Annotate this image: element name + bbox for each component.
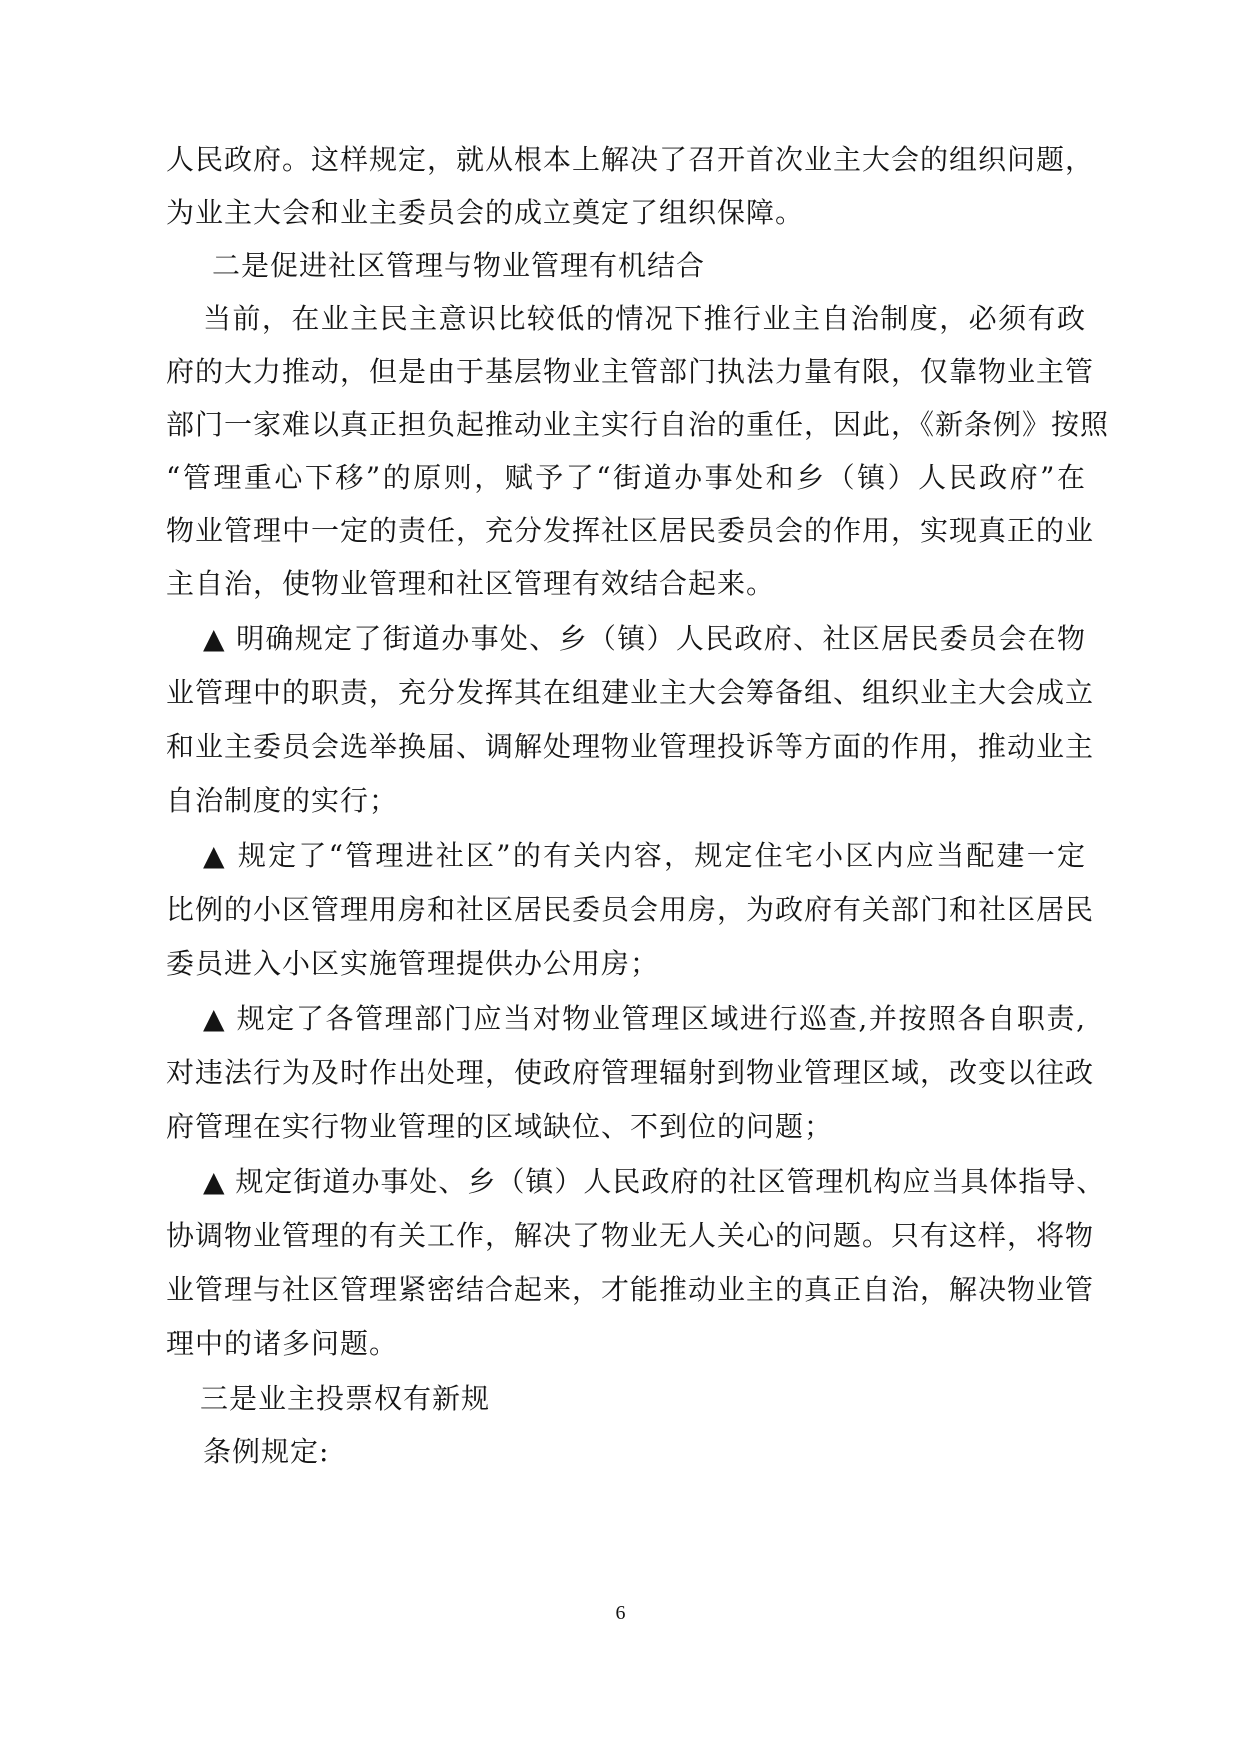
bullet-line: ▲ 规定街道办事处、乡（镇）人民政府的社区管理机构应当具体指导、 (203, 1165, 1106, 1198)
paragraph-line: 为业主大会和业主委员会的成立奠定了组织保障。 (166, 196, 805, 229)
paragraph-line: 物业管理中一定的责任，充分发挥社区居民委员会的作用，实现真正的业 (166, 514, 1095, 547)
bullet-line: ▲ 明确规定了街道办事处、乡（镇）人民政府、社区居民委员会在物 (203, 622, 1086, 655)
paragraph-line: 主自治，使物业管理和社区管理有效结合起来。 (166, 567, 776, 600)
bullet-line: ▲ 规定了“管理进社区”的有关内容，规定住宅小区内应当配建一定 (203, 839, 1086, 872)
bullet-line: 业管理中的职责，充分发挥其在组建业主大会筹备组、组织业主大会成立 (166, 676, 1095, 709)
paragraph-line: “管理重心下移”的原则，赋予了“街道办事处和乡（镇）人民政府”在 (166, 461, 1086, 494)
paragraph-line: 府的大力推动，但是由于基层物业主管部门执法力量有限，仅靠物业主管 (166, 355, 1095, 388)
bullet-line: 府管理在实行物业管理的区域缺位、不到位的问题； (166, 1110, 834, 1143)
page-number: 6 (615, 1602, 626, 1624)
bullet-line: 理中的诸多问题。 (166, 1327, 399, 1360)
bullet-line: 委员进入小区实施管理提供办公用房； (166, 947, 660, 980)
bullet-line: 对违法行为及时作出处理，使政府管理辐射到物业管理区域，改变以往政 (166, 1056, 1095, 1089)
bullet-line: 比例的小区管理用房和社区居民委员会用房，为政府有关部门和社区居民 (166, 893, 1095, 926)
bullet-line: 协调物业管理的有关工作，解决了物业无人关心的问题。只有这样，将物 (166, 1219, 1095, 1252)
section-heading: 三是业主投票权有新规 (200, 1382, 491, 1415)
bullet-line: 业管理与社区管理紧密结合起来，才能推动业主的真正自治，解决物业管 (166, 1273, 1095, 1306)
bullet-line: ▲ 规定了各管理部门应当对物业管理区域进行巡查,并按照各自职责, (203, 1002, 1086, 1035)
paragraph-line: 部门一家难以真正担负起推动业主实行自治的重任，因此，《新条例》按照 (166, 408, 1110, 441)
paragraph-line: 条例规定: (203, 1435, 330, 1468)
paragraph-line: 人民政府。这样规定，就从根本上解决了召开首次业主大会的组织问题， (166, 143, 1095, 176)
paragraph-line: 当前，在业主民主意识比较低的情况下推行业主自治制度，必须有政 (203, 302, 1086, 335)
section-heading: 二是促进社区管理与物业管理有机结合 (212, 249, 706, 282)
bullet-line: 和业主委员会选举换届、调解处理物业管理投诉等方面的作用，推动业主 (166, 730, 1095, 763)
bullet-line: 自治制度的实行； (166, 784, 399, 817)
